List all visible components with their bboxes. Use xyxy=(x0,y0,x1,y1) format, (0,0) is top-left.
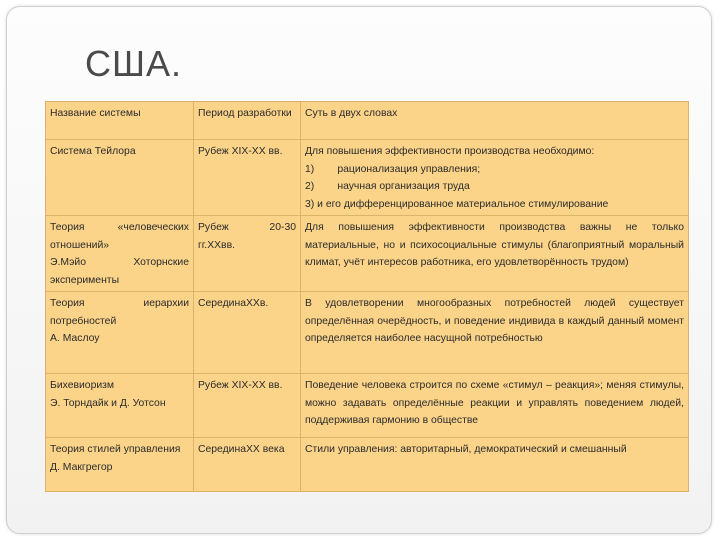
essence-cell: В удовлетворении многообразных потребностей людей существует определённая очерёдность, и поведение индивида в каждый данный момент определяется наиболее насущной потребностью xyxy=(301,292,689,374)
period-cell: СерединаXXв. xyxy=(194,292,301,374)
period-cell: Рубеж XIX-XX вв. xyxy=(194,140,301,216)
essence-line: 3) и его дифференцированное материальное стимулирование xyxy=(305,198,609,210)
system-cell xyxy=(46,216,194,292)
table-row xyxy=(46,216,689,292)
slide xyxy=(6,6,712,534)
system-cell: Система Тейлора xyxy=(46,140,194,216)
period-cell: СерединаXX века xyxy=(194,438,301,492)
system-line: Д. Макгрегор xyxy=(50,461,113,473)
system-cell xyxy=(46,374,194,438)
system-line: Бихевиоризм xyxy=(50,380,115,391)
table-row xyxy=(46,374,689,438)
header-cell-essence: Суть в двух словах xyxy=(301,102,689,140)
system-line: Теория стилей управления xyxy=(50,444,181,455)
table-header-row xyxy=(46,102,689,140)
system-line: Э. Торндайк и Д. Уотсон xyxy=(50,397,166,409)
system-cell xyxy=(46,292,194,374)
table-row xyxy=(46,438,689,492)
slide-title: США. xyxy=(85,43,183,84)
essence-line: 1) рационализация управления; xyxy=(305,163,481,175)
table-row xyxy=(46,292,689,374)
period-cell: Рубеж XIX-XX вв. xyxy=(194,374,301,438)
system-cell xyxy=(46,438,194,492)
essence-cell: Стили управления: авторитарный, демократический и смешанный xyxy=(301,438,689,492)
system-line: Э.Мэйо Хоторнские эксперименты xyxy=(50,257,189,286)
systems-table xyxy=(45,101,689,492)
table-row xyxy=(46,140,689,216)
period-cell: Рубеж 20-30 гг.XXвв. xyxy=(194,216,301,292)
essence-line: 2) научная организация труда xyxy=(305,181,470,192)
system-line: Теория «человеческих отношений» xyxy=(50,222,189,251)
essence-cell xyxy=(301,140,689,216)
essence-cell: Поведение человека строится по схеме «стимул – реакция»; меняя стимулы, можно задавать определённые реакции и управлять поведением людей, поддерживая гармонию в обществе xyxy=(301,374,689,438)
essence-line: Для повышения эффективности производства необходимо: xyxy=(305,146,595,157)
header-cell-system: Название системы xyxy=(46,102,194,140)
essence-cell: Для повышения эффективности производства важны не только материальные, но и психосоциальные стимулы (благоприятный моральный климат, учёт интересов работника, его удовлетворённость трудом) xyxy=(301,216,689,292)
system-line: А. Маслоу xyxy=(50,333,100,344)
header-cell-period: Период разработки xyxy=(194,102,301,140)
system-line: Теория иерархии потребностей xyxy=(50,298,189,327)
